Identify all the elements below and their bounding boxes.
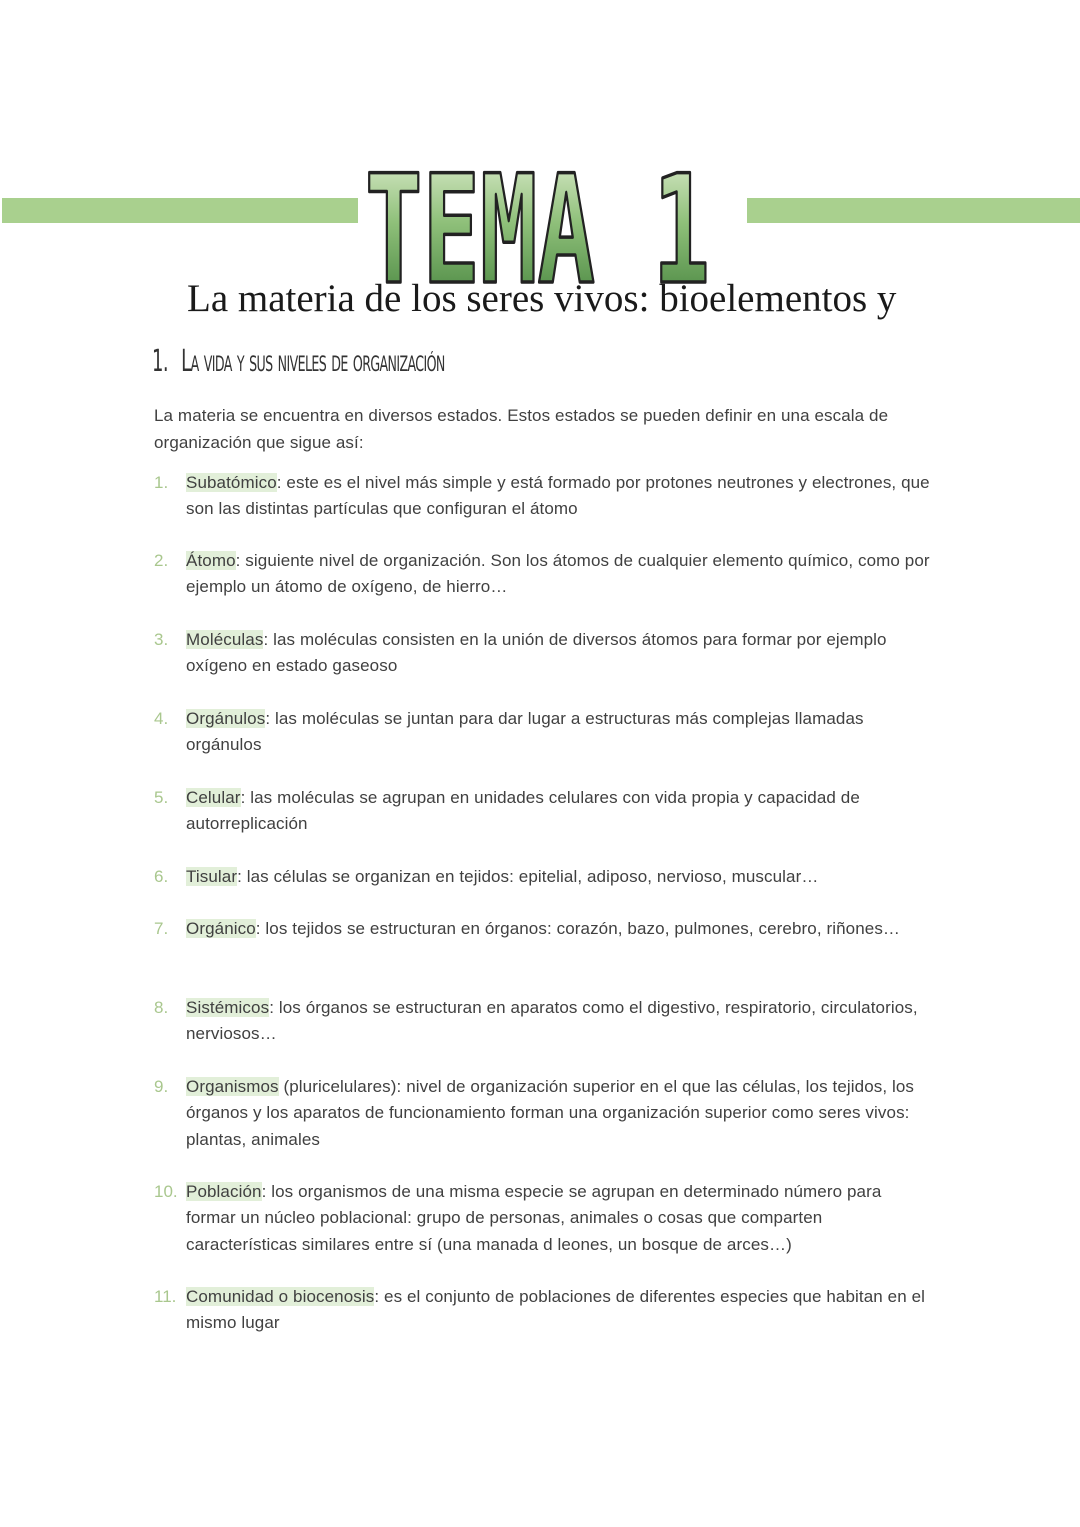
item-number: 5. <box>154 788 169 807</box>
item-number: 1. <box>154 473 169 492</box>
item-term: Organismos <box>186 1077 279 1096</box>
item-term: Comunidad o biocenosis <box>186 1287 375 1306</box>
section-heading <box>152 344 445 379</box>
item-description: : los organismos de una misma especie se agrupan en determinado número para formar un núcleo poblacional: grupo de personas, animales o cosas que comparten características similares entre sí (una manada d leones, un bosque de arces…) <box>186 1182 882 1254</box>
tema-label: TEMA 1 <box>365 144 710 300</box>
item-description: : este es el nivel más simple y está formado por protones neutrones y electrones, que son las distintas partículas que configuran el átomo <box>186 473 930 519</box>
item-number: 3. <box>154 630 169 649</box>
intro-paragraph: La materia se encuentra en diversos estados. Estos estados se pueden definir en una escala de organización que sigue así: <box>154 406 889 452</box>
item-term: Subatómico <box>186 473 277 492</box>
item-term: Tisular <box>186 867 238 886</box>
item-term: Celular <box>186 788 241 807</box>
item-number: 4. <box>154 709 169 728</box>
section-first-letter: L <box>181 344 191 379</box>
item-description: (pluricelulares): nivel de organización superior en el que las células, los tejidos, los órganos y los aparatos de funcionamiento forman una organización superior como seres vivos: plantas, animales <box>186 1077 915 1149</box>
header-divider-left <box>2 198 358 223</box>
item-number: 10. <box>154 1182 178 1201</box>
item-number: 6. <box>154 867 169 886</box>
item-term: Orgánico <box>186 919 256 938</box>
item-number: 7. <box>154 919 169 938</box>
item-description: : las moléculas se agrupan en unidades celulares con vida propia y capacidad de autorreplicación <box>186 788 860 834</box>
item-number: 9. <box>154 1077 169 1096</box>
item-description: : es el conjunto de poblaciones de diferentes especies que habitan en el mismo lugar <box>186 1287 926 1333</box>
item-description: : las moléculas consisten en la unión de diversos átomos para formar por ejemplo oxígeno en estado gaseoso <box>186 630 887 676</box>
document-title: La materia de los seres vivos: bioelementos y <box>187 277 897 320</box>
item-term: Moléculas <box>186 630 264 649</box>
item-description: : siguiente nivel de organización. Son los átomos de cualquier elemento químico, como por ejemplo un átomo de oxígeno, de hierro… <box>186 551 930 597</box>
header-divider-right <box>747 198 1080 223</box>
item-description: : las moléculas se juntan para dar lugar a estructuras más complejas llamadas orgánulos <box>186 709 864 755</box>
section-title: a vida y sus niveles de organización <box>190 344 445 379</box>
item-term: Población <box>186 1182 262 1201</box>
item-number: 2. <box>154 551 169 570</box>
item-description: : los órganos se estructuran en aparatos como el digestivo, respiratorio, circulatorios, nerviosos… <box>186 998 918 1044</box>
section-number: 1. <box>152 344 168 379</box>
item-term: Sistémicos <box>186 998 270 1017</box>
item-term: Átomo <box>186 551 236 570</box>
item-description: : las células se organizan en tejidos: epitelial, adiposo, nervioso, muscular… <box>237 867 819 886</box>
item-number: 8. <box>154 998 169 1017</box>
item-number: 11. <box>154 1287 177 1306</box>
item-term: Orgánulos <box>186 709 266 728</box>
item-description: : los tejidos se estructuran en órganos: corazón, bazo, pulmones, cerebro, riñones… <box>255 919 901 938</box>
